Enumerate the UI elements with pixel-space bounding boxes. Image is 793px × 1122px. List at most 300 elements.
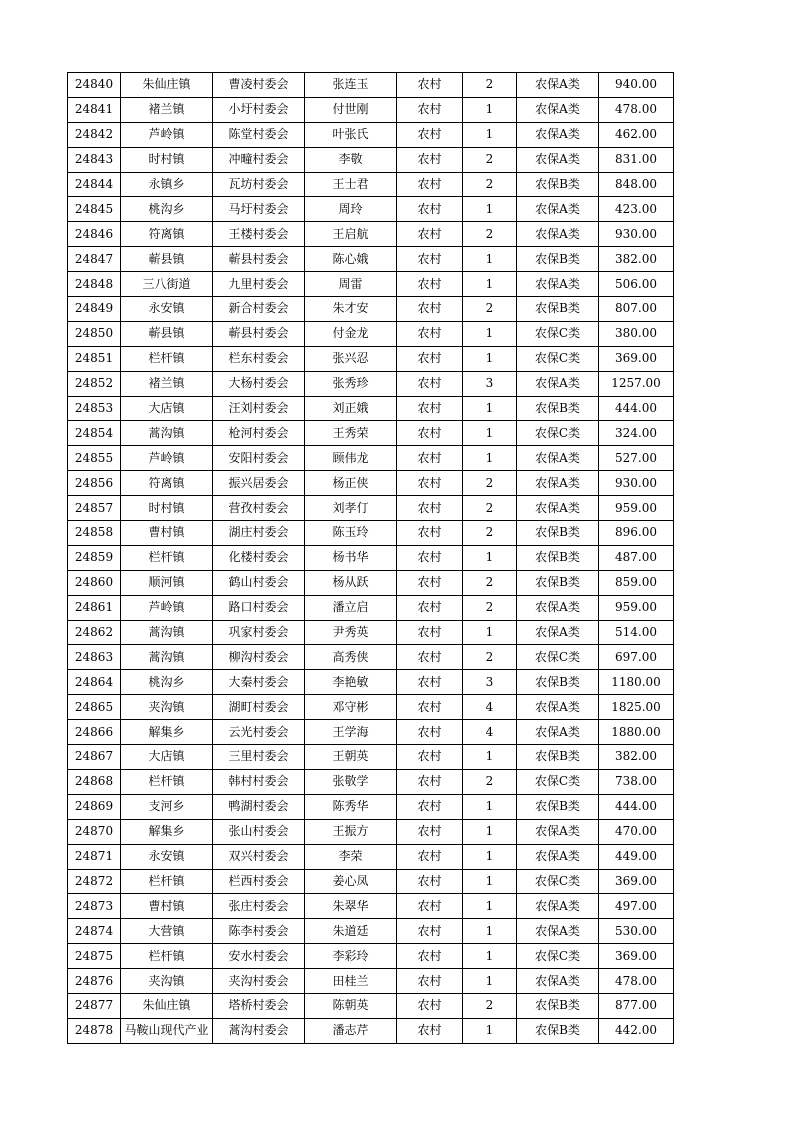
village-committee-cell: 湖庄村委会: [213, 521, 305, 546]
village-committee-cell: 塔桥村委会: [213, 993, 305, 1018]
record-id-cell: 24873: [68, 894, 121, 919]
town-name-cell: 永安镇: [121, 297, 213, 322]
village-committee-cell: 鹤山村委会: [213, 570, 305, 595]
household-type-cell: 农村: [397, 819, 463, 844]
household-type-cell: 农村: [397, 545, 463, 570]
person-name-cell: 陈玉玲: [305, 521, 397, 546]
town-name-cell: 栏杆镇: [121, 869, 213, 894]
amount-cell: 369.00: [599, 944, 674, 969]
amount-cell: 478.00: [599, 97, 674, 122]
insurance-category-cell: 农保B类: [517, 545, 599, 570]
table-row: [68, 844, 674, 869]
insurance-category-cell: 农保B类: [517, 794, 599, 819]
record-id-cell: 24863: [68, 645, 121, 670]
village-committee-cell: 陈堂村委会: [213, 122, 305, 147]
person-name-cell: 付金龙: [305, 321, 397, 346]
record-id-cell: 24843: [68, 147, 121, 172]
member-count-cell: 2: [463, 297, 517, 322]
amount-cell: 930.00: [599, 222, 674, 247]
village-committee-cell: 张山村委会: [213, 819, 305, 844]
insurance-category-cell: 农保C类: [517, 421, 599, 446]
insurance-category-cell: 农保B类: [517, 297, 599, 322]
member-count-cell: 2: [463, 496, 517, 521]
amount-cell: 497.00: [599, 894, 674, 919]
table-row: [68, 147, 674, 172]
village-committee-cell: 蒿沟村委会: [213, 1018, 305, 1043]
insurance-category-cell: 农保B类: [517, 521, 599, 546]
town-name-cell: 大营镇: [121, 919, 213, 944]
town-name-cell: 符离镇: [121, 222, 213, 247]
amount-cell: 478.00: [599, 969, 674, 994]
village-committee-cell: 曹凌村委会: [213, 73, 305, 98]
person-name-cell: 陈秀华: [305, 794, 397, 819]
table-row: [68, 720, 674, 745]
town-name-cell: 蒿沟镇: [121, 620, 213, 645]
household-type-cell: 农村: [397, 247, 463, 272]
table-row: [68, 172, 674, 197]
household-type-cell: 农村: [397, 645, 463, 670]
village-committee-cell: 小圩村委会: [213, 97, 305, 122]
member-count-cell: 2: [463, 172, 517, 197]
table-row: [68, 794, 674, 819]
town-name-cell: 符离镇: [121, 471, 213, 496]
person-name-cell: 田桂兰: [305, 969, 397, 994]
table-row: [68, 969, 674, 994]
person-name-cell: 王朝英: [305, 745, 397, 770]
person-name-cell: 杨书华: [305, 545, 397, 570]
town-name-cell: 曹村镇: [121, 521, 213, 546]
member-count-cell: 2: [463, 471, 517, 496]
insurance-category-cell: 农保A类: [517, 222, 599, 247]
household-type-cell: 农村: [397, 869, 463, 894]
amount-cell: 896.00: [599, 521, 674, 546]
insurance-category-cell: 农保C类: [517, 645, 599, 670]
table-row: [68, 446, 674, 471]
town-name-cell: 大店镇: [121, 745, 213, 770]
table-row: [68, 919, 674, 944]
member-count-cell: 1: [463, 844, 517, 869]
record-id-cell: 24865: [68, 695, 121, 720]
member-count-cell: 1: [463, 794, 517, 819]
village-committee-cell: 安水村委会: [213, 944, 305, 969]
insurance-category-cell: 农保A类: [517, 272, 599, 297]
village-committee-cell: 张庄村委会: [213, 894, 305, 919]
table-row: [68, 272, 674, 297]
person-name-cell: 朱道廷: [305, 919, 397, 944]
table-row: [68, 496, 674, 521]
household-type-cell: 农村: [397, 147, 463, 172]
household-type-cell: 农村: [397, 446, 463, 471]
insurance-category-cell: 农保A类: [517, 919, 599, 944]
insurance-category-cell: 农保A类: [517, 73, 599, 98]
person-name-cell: 王启航: [305, 222, 397, 247]
person-name-cell: 张秀珍: [305, 371, 397, 396]
member-count-cell: 1: [463, 819, 517, 844]
amount-cell: 1180.00: [599, 670, 674, 695]
amount-cell: 959.00: [599, 496, 674, 521]
town-name-cell: 解集乡: [121, 819, 213, 844]
village-committee-cell: 栏东村委会: [213, 346, 305, 371]
member-count-cell: 1: [463, 1018, 517, 1043]
member-count-cell: 1: [463, 247, 517, 272]
member-count-cell: 2: [463, 222, 517, 247]
person-name-cell: 顾伟龙: [305, 446, 397, 471]
household-type-cell: 农村: [397, 346, 463, 371]
record-id-cell: 24842: [68, 122, 121, 147]
record-id-cell: 24868: [68, 769, 121, 794]
table-row: [68, 620, 674, 645]
table-row: [68, 421, 674, 446]
amount-cell: 470.00: [599, 819, 674, 844]
town-name-cell: 蒿沟镇: [121, 421, 213, 446]
record-id-cell: 24875: [68, 944, 121, 969]
table-row: [68, 570, 674, 595]
member-count-cell: 1: [463, 97, 517, 122]
record-id-cell: 24855: [68, 446, 121, 471]
household-type-cell: 农村: [397, 695, 463, 720]
village-committee-cell: 化楼村委会: [213, 545, 305, 570]
household-type-cell: 农村: [397, 620, 463, 645]
person-name-cell: 高秀侠: [305, 645, 397, 670]
person-name-cell: 王士君: [305, 172, 397, 197]
member-count-cell: 2: [463, 769, 517, 794]
town-name-cell: 马鞍山现代产业: [121, 1018, 213, 1043]
town-name-cell: 朱仙庄镇: [121, 73, 213, 98]
insurance-category-cell: 农保B类: [517, 670, 599, 695]
member-count-cell: 1: [463, 122, 517, 147]
record-id-cell: 24856: [68, 471, 121, 496]
village-committee-cell: 韩村村委会: [213, 769, 305, 794]
table-row: [68, 521, 674, 546]
table-row: [68, 670, 674, 695]
village-committee-cell: 湖町村委会: [213, 695, 305, 720]
village-committee-cell: 路口村委会: [213, 595, 305, 620]
table-row: [68, 595, 674, 620]
household-type-cell: 农村: [397, 222, 463, 247]
amount-cell: 444.00: [599, 794, 674, 819]
person-name-cell: 刘正娥: [305, 396, 397, 421]
village-committee-cell: 夹沟村委会: [213, 969, 305, 994]
household-type-cell: 农村: [397, 670, 463, 695]
insurance-category-cell: 农保A类: [517, 197, 599, 222]
insurance-category-cell: 农保B类: [517, 1018, 599, 1043]
insurance-category-cell: 农保A类: [517, 496, 599, 521]
table-row: [68, 471, 674, 496]
village-committee-cell: 陈李村委会: [213, 919, 305, 944]
record-id-cell: 24858: [68, 521, 121, 546]
person-name-cell: 陈心娥: [305, 247, 397, 272]
person-name-cell: 刘孝仃: [305, 496, 397, 521]
household-type-cell: 农村: [397, 371, 463, 396]
insurance-category-cell: 农保B类: [517, 172, 599, 197]
household-type-cell: 农村: [397, 969, 463, 994]
insurance-category-cell: 农保C类: [517, 346, 599, 371]
household-type-cell: 农村: [397, 421, 463, 446]
member-count-cell: 1: [463, 894, 517, 919]
member-count-cell: 1: [463, 272, 517, 297]
household-type-cell: 农村: [397, 496, 463, 521]
table-row: [68, 944, 674, 969]
town-name-cell: 芦岭镇: [121, 446, 213, 471]
household-type-cell: 农村: [397, 944, 463, 969]
town-name-cell: 夹沟镇: [121, 969, 213, 994]
insurance-category-cell: 农保C类: [517, 769, 599, 794]
household-type-cell: 农村: [397, 769, 463, 794]
village-committee-cell: 鸭湖村委会: [213, 794, 305, 819]
member-count-cell: 1: [463, 446, 517, 471]
records-table: [67, 72, 674, 1044]
record-id-cell: 24857: [68, 496, 121, 521]
insurance-category-cell: 农保A类: [517, 695, 599, 720]
insurance-category-cell: 农保B类: [517, 570, 599, 595]
member-count-cell: 3: [463, 670, 517, 695]
town-name-cell: 栏杆镇: [121, 944, 213, 969]
household-type-cell: 农村: [397, 1018, 463, 1043]
record-id-cell: 24859: [68, 545, 121, 570]
household-type-cell: 农村: [397, 297, 463, 322]
record-id-cell: 24867: [68, 745, 121, 770]
insurance-category-cell: 农保C类: [517, 944, 599, 969]
village-committee-cell: 九里村委会: [213, 272, 305, 297]
village-committee-cell: 大杨村委会: [213, 371, 305, 396]
village-committee-cell: 王楼村委会: [213, 222, 305, 247]
table-row: [68, 297, 674, 322]
town-name-cell: 芦岭镇: [121, 595, 213, 620]
table-row: [68, 321, 674, 346]
household-type-cell: 农村: [397, 844, 463, 869]
record-id-cell: 24844: [68, 172, 121, 197]
town-name-cell: 夹沟镇: [121, 695, 213, 720]
record-id-cell: 24841: [68, 97, 121, 122]
insurance-category-cell: 农保A类: [517, 147, 599, 172]
member-count-cell: 2: [463, 73, 517, 98]
village-committee-cell: 新合村委会: [213, 297, 305, 322]
person-name-cell: 叶张氏: [305, 122, 397, 147]
person-name-cell: 周玲: [305, 197, 397, 222]
person-name-cell: 陈朝英: [305, 993, 397, 1018]
insurance-category-cell: 农保A类: [517, 122, 599, 147]
town-name-cell: 时村镇: [121, 147, 213, 172]
person-name-cell: 张连玉: [305, 73, 397, 98]
record-id-cell: 24840: [68, 73, 121, 98]
insurance-category-cell: 农保A类: [517, 446, 599, 471]
table-row: [68, 745, 674, 770]
table-row: [68, 247, 674, 272]
amount-cell: 369.00: [599, 346, 674, 371]
household-type-cell: 农村: [397, 172, 463, 197]
insurance-category-cell: 农保B类: [517, 745, 599, 770]
table-row: [68, 993, 674, 1018]
village-committee-cell: 瓦坊村委会: [213, 172, 305, 197]
village-committee-cell: 大秦村委会: [213, 670, 305, 695]
town-name-cell: 栏杆镇: [121, 346, 213, 371]
table-row: [68, 371, 674, 396]
town-name-cell: 支河乡: [121, 794, 213, 819]
insurance-category-cell: 农保A类: [517, 969, 599, 994]
member-count-cell: 1: [463, 396, 517, 421]
record-id-cell: 24864: [68, 670, 121, 695]
table-row: [68, 894, 674, 919]
town-name-cell: 蒿沟镇: [121, 645, 213, 670]
amount-cell: 423.00: [599, 197, 674, 222]
record-id-cell: 24866: [68, 720, 121, 745]
amount-cell: 959.00: [599, 595, 674, 620]
insurance-category-cell: 农保B类: [517, 247, 599, 272]
town-name-cell: 芦岭镇: [121, 122, 213, 147]
household-type-cell: 农村: [397, 919, 463, 944]
insurance-category-cell: 农保C类: [517, 321, 599, 346]
town-name-cell: 曹村镇: [121, 894, 213, 919]
record-id-cell: 24869: [68, 794, 121, 819]
insurance-category-cell: 农保A类: [517, 97, 599, 122]
amount-cell: 1825.00: [599, 695, 674, 720]
record-id-cell: 24874: [68, 919, 121, 944]
amount-cell: 807.00: [599, 297, 674, 322]
insurance-category-cell: 农保A类: [517, 894, 599, 919]
household-type-cell: 农村: [397, 272, 463, 297]
household-type-cell: 农村: [397, 321, 463, 346]
village-committee-cell: 柳沟村委会: [213, 645, 305, 670]
household-type-cell: 农村: [397, 794, 463, 819]
person-name-cell: 李彩玲: [305, 944, 397, 969]
town-name-cell: 三八街道: [121, 272, 213, 297]
amount-cell: 382.00: [599, 247, 674, 272]
household-type-cell: 农村: [397, 73, 463, 98]
person-name-cell: 尹秀英: [305, 620, 397, 645]
member-count-cell: 1: [463, 197, 517, 222]
member-count-cell: 1: [463, 869, 517, 894]
member-count-cell: 2: [463, 645, 517, 670]
table-row: [68, 346, 674, 371]
amount-cell: 506.00: [599, 272, 674, 297]
household-type-cell: 农村: [397, 570, 463, 595]
person-name-cell: 朱才安: [305, 297, 397, 322]
town-name-cell: 栏杆镇: [121, 769, 213, 794]
table-row: [68, 97, 674, 122]
amount-cell: 1257.00: [599, 371, 674, 396]
insurance-category-cell: 农保B类: [517, 993, 599, 1018]
insurance-category-cell: 农保A类: [517, 819, 599, 844]
household-type-cell: 农村: [397, 894, 463, 919]
town-name-cell: 褚兰镇: [121, 97, 213, 122]
household-type-cell: 农村: [397, 993, 463, 1018]
record-id-cell: 24862: [68, 620, 121, 645]
member-count-cell: 1: [463, 745, 517, 770]
village-committee-cell: 双兴村委会: [213, 844, 305, 869]
amount-cell: 444.00: [599, 396, 674, 421]
record-id-cell: 24853: [68, 396, 121, 421]
member-count-cell: 2: [463, 147, 517, 172]
town-name-cell: 解集乡: [121, 720, 213, 745]
household-type-cell: 农村: [397, 521, 463, 546]
amount-cell: 442.00: [599, 1018, 674, 1043]
amount-cell: 514.00: [599, 620, 674, 645]
table-row: [68, 819, 674, 844]
household-type-cell: 农村: [397, 745, 463, 770]
person-name-cell: 杨正侠: [305, 471, 397, 496]
town-name-cell: 蕲县镇: [121, 321, 213, 346]
amount-cell: 462.00: [599, 122, 674, 147]
record-id-cell: 24851: [68, 346, 121, 371]
village-committee-cell: 蕲县村委会: [213, 247, 305, 272]
member-count-cell: 1: [463, 969, 517, 994]
village-committee-cell: 振兴居委会: [213, 471, 305, 496]
household-type-cell: 农村: [397, 396, 463, 421]
person-name-cell: 张敬学: [305, 769, 397, 794]
amount-cell: 487.00: [599, 545, 674, 570]
household-type-cell: 农村: [397, 595, 463, 620]
table-row: [68, 222, 674, 247]
village-committee-cell: 云光村委会: [213, 720, 305, 745]
member-count-cell: 1: [463, 321, 517, 346]
table-row: [68, 545, 674, 570]
record-id-cell: 24871: [68, 844, 121, 869]
village-committee-cell: 三里村委会: [213, 745, 305, 770]
member-count-cell: 1: [463, 919, 517, 944]
record-id-cell: 24846: [68, 222, 121, 247]
household-type-cell: 农村: [397, 97, 463, 122]
insurance-category-cell: 农保A类: [517, 720, 599, 745]
town-name-cell: 永镇乡: [121, 172, 213, 197]
amount-cell: 1880.00: [599, 720, 674, 745]
member-count-cell: 1: [463, 944, 517, 969]
person-name-cell: 潘志芹: [305, 1018, 397, 1043]
insurance-category-cell: 农保C类: [517, 869, 599, 894]
amount-cell: 380.00: [599, 321, 674, 346]
village-committee-cell: 栏西村委会: [213, 869, 305, 894]
village-committee-cell: 营孜村委会: [213, 496, 305, 521]
household-type-cell: 农村: [397, 471, 463, 496]
member-count-cell: 2: [463, 521, 517, 546]
town-name-cell: 褚兰镇: [121, 371, 213, 396]
household-type-cell: 农村: [397, 197, 463, 222]
person-name-cell: 王秀荣: [305, 421, 397, 446]
household-type-cell: 农村: [397, 122, 463, 147]
person-name-cell: 李荣: [305, 844, 397, 869]
record-id-cell: 24850: [68, 321, 121, 346]
record-id-cell: 24845: [68, 197, 121, 222]
table-row: [68, 769, 674, 794]
person-name-cell: 李艳敏: [305, 670, 397, 695]
person-name-cell: 邓守彬: [305, 695, 397, 720]
records-body: [68, 73, 674, 1044]
member-count-cell: 1: [463, 421, 517, 446]
record-id-cell: 24849: [68, 297, 121, 322]
person-name-cell: 李敬: [305, 147, 397, 172]
record-id-cell: 24872: [68, 869, 121, 894]
member-count-cell: 3: [463, 371, 517, 396]
member-count-cell: 2: [463, 595, 517, 620]
village-committee-cell: 马圩村委会: [213, 197, 305, 222]
table-row: [68, 1018, 674, 1043]
record-id-cell: 24854: [68, 421, 121, 446]
person-name-cell: 姜心凤: [305, 869, 397, 894]
amount-cell: 859.00: [599, 570, 674, 595]
table-row: [68, 695, 674, 720]
village-committee-cell: 冲疃村委会: [213, 147, 305, 172]
person-name-cell: 王振方: [305, 819, 397, 844]
member-count-cell: 4: [463, 695, 517, 720]
amount-cell: 940.00: [599, 73, 674, 98]
village-committee-cell: 枪河村委会: [213, 421, 305, 446]
record-id-cell: 24870: [68, 819, 121, 844]
village-committee-cell: 安阳村委会: [213, 446, 305, 471]
town-name-cell: 桃沟乡: [121, 197, 213, 222]
record-id-cell: 24876: [68, 969, 121, 994]
record-id-cell: 24860: [68, 570, 121, 595]
table-row: [68, 122, 674, 147]
record-id-cell: 24877: [68, 993, 121, 1018]
